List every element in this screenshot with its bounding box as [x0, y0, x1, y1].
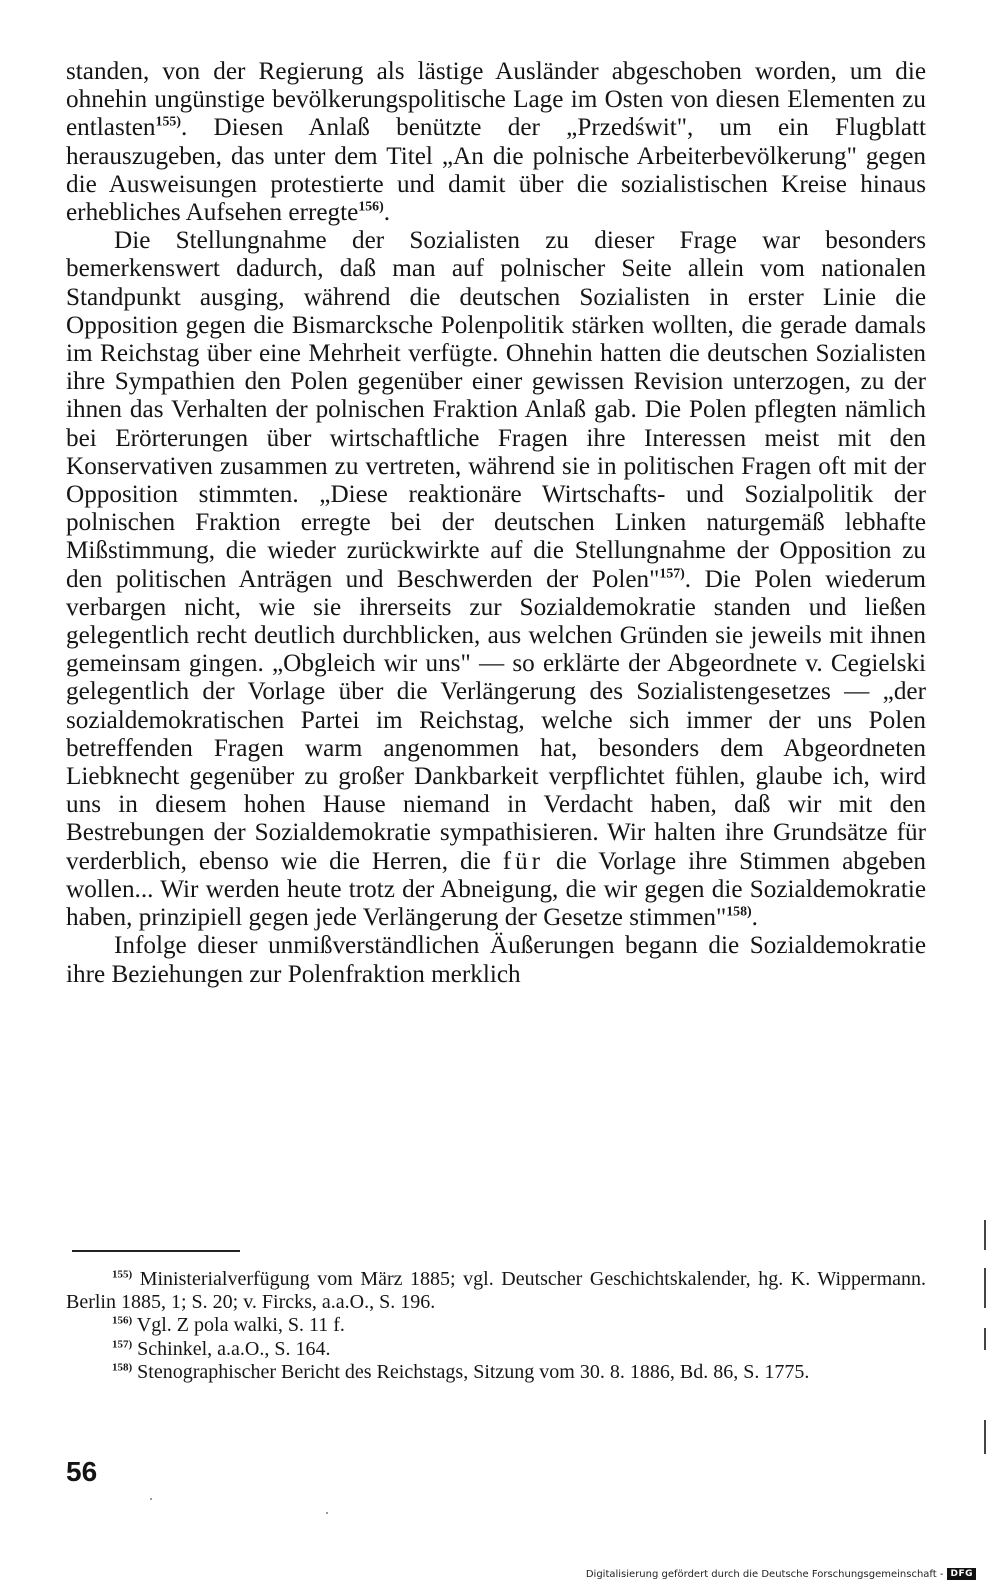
page-number: 56: [66, 1456, 98, 1487]
body-text: [66, 58, 926, 989]
paragraph-2: Die Stellungnahme der Sozialisten zu dieser Frage war besonders bemerkenswert dadurch, daß man auf polnischer Seite allein vom nationalen Standpunkt ausging, während die deutschen Sozialisten in erster Linie die Opposition gegen die Bismarcksche Polenpolitik stärken wollten, die gerade damals im Reichstag über eine Mehrheit verfügte. Ohnehin hatten die deutschen Sozialisten ihre Sympathien den Polen gegenüber einer gewissen Revision unterzogen, zu der ihnen das Verhalten der polnischen Fraktion Anlaß gab. Die Polen pflegten nämlich bei Erörterungen über wirtschaftliche Fragen ihre Interessen meist mit den Konservativen zusammen zu vertreten, während sie in politischen Fragen oft mit der Opposition stimmten. „Diese reaktionäre Wirtschafts- und Sozialpolitik der polnischen Fraktion erregte bei der deutschen Linken naturgemäß lebhafte Mißstimmung, die wieder zurückwirkte auf die Stellungnahme der Opposition zu den politischen Anträgen und Beschwerden der Polen"$^{157)}$. Die Polen wiederum verbargen nicht, wie sie ihrerseits zur Sozialdemokratie standen und ließen gelegentlich recht deutlich durchblicken, aus welchen Gründen sie jeweils mit ihnen gemeinsam gingen. „Obgleich wir uns" — so erklärte der Abgeordnete v. Cegielski gelegentlich der Vorlage über die Verlängerung des Sozialistengesetzes — „der sozialdemokratischen Partei im Reichstag, welche sich immer der uns Polen betreffenden Fragen warm angenommen hat, besonders dem Abgeordneten Liebknecht gegenüber zu großer Dankbarkeit verpflichtet fühlen, glaube ich, wird uns in diesem hohen Hause niemand in Verdacht haben, daß wir mit den Bestrebungen der Sozialdemokratie sympathisieren. Wir halten ihre Grundsätze für verderblich, ebenso wie die Herren, die für die Vorlage ihre Stimmen abgeben wollen... Wir werden heute trotz der Abneigung, die wir gegen die Sozialdemokratie haben, prinzipiell gegen jede Verlängerung der Gesetze stimmen"$^{158)}$.: [66, 227, 927, 932]
footnote-157: $^{157)}$ Schinkel, a.a.O., S. 164.: [112, 1337, 331, 1360]
footnotes: [66, 1268, 926, 1384]
footnote-divider: [72, 1250, 240, 1252]
footnote-156: $^{156)}$ Vgl. Z pola walki, S. 11 f.: [112, 1314, 345, 1337]
paragraph-1: standen, von der Regierung als lästige Ausländer abgeschoben worden, um die ohnehin ungünstige bevölkerungspolitische Lage im Osten von diesen Elementen zu entlasten$^{155)}$. Diesen Anlaß benützte der „Przedświt", um ein Flugblatt herauszugeben, das unter dem Titel „An die polnische Arbeiterbevölkerung" gegen die Ausweisungen protestierte und damit über die sozialistischen Kreise hinaus erhebliches Aufsehen erregte$^{156)}$.: [66, 58, 926, 227]
footnote-ref-158[interactable]: 158): [726, 903, 752, 919]
footnote-155: $^{155)}$ Ministerialverfügung vom März 1885; vgl. Deutscher Geschichtskalender, hg. K. Wippermann. Berlin 1885, 1; S. 20; v. Fircks, a.a.O., S. 196.: [66, 1268, 926, 1314]
spaced-emphasis: für: [502, 847, 545, 875]
footnote-ref-157[interactable]: 157): [659, 564, 685, 580]
footnote-ref-155[interactable]: 155): [155, 113, 181, 129]
scan-margin-marks: [984, 1220, 988, 1490]
credit-text: Digitalisierung gefördert durch die Deutsche Forschungsgemeinschaft -: [585, 1568, 944, 1580]
scan-speck: [150, 1498, 152, 1500]
footnote-158: $^{158)}$ Stenographischer Bericht des Reichstags, Sitzung vom 30. 8. 1886, Bd. 86, S. 1775.: [112, 1360, 810, 1383]
footnote-ref-156[interactable]: 156): [358, 198, 384, 214]
paragraph-3: Infolge dieser unmißverständlichen Äußerungen begann die Sozialdemokratie ihre Beziehungen zur Polenfraktion merklich: [66, 932, 926, 988]
scan-speck: [326, 1512, 328, 1514]
dfg-logo: DFG: [947, 1568, 976, 1580]
digitization-credit: [586, 1568, 976, 1580]
